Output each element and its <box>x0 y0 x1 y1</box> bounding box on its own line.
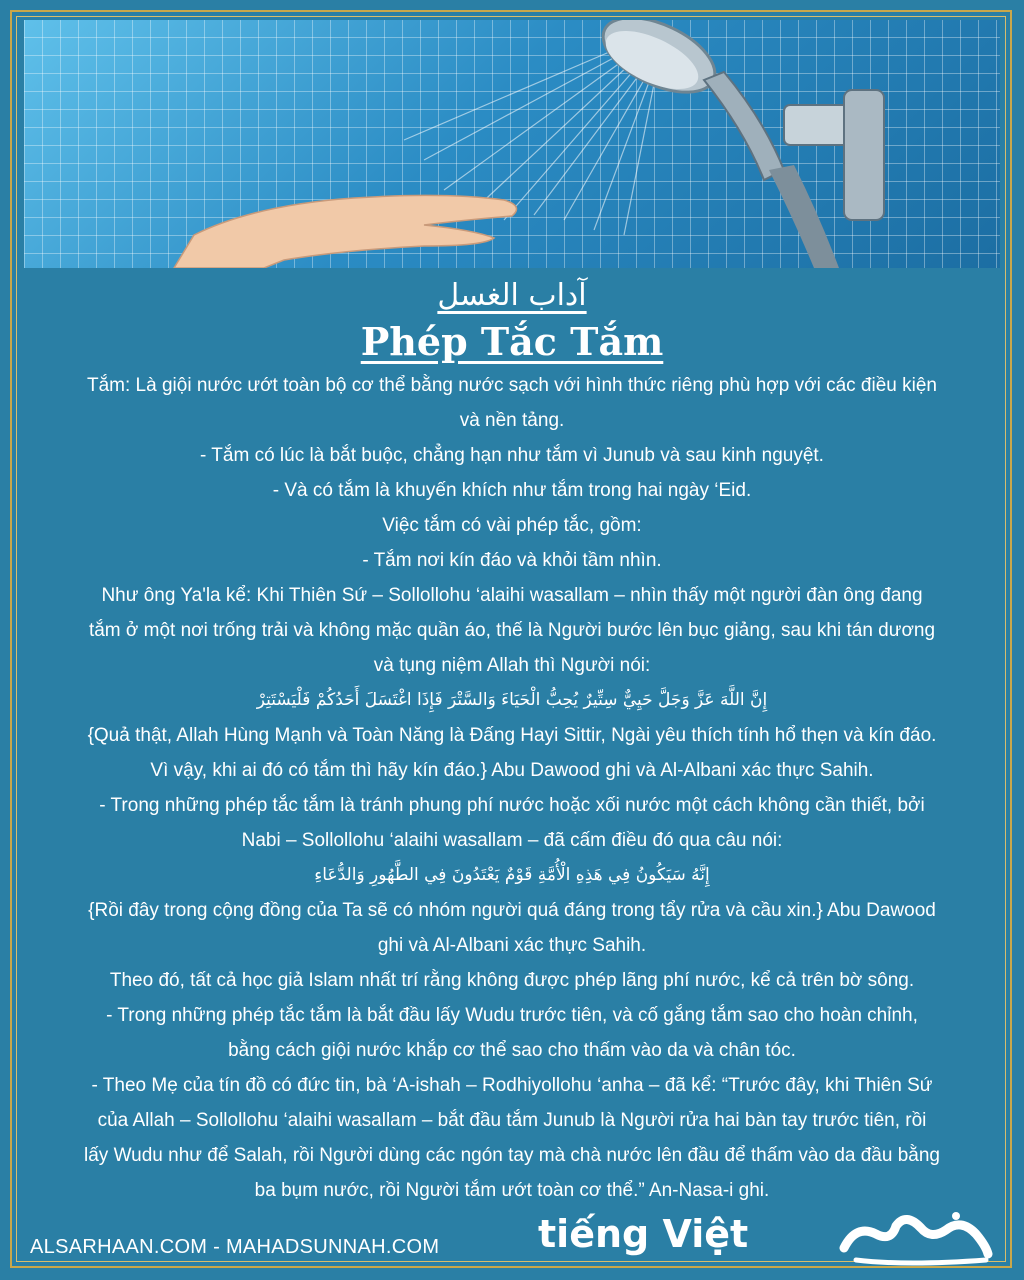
text-line: lấy Wudu như để Salah, rồi Người dùng các ngón tay mà chà nước lên đầu để thấm vào da đầu bằng <box>84 1145 940 1166</box>
arabic-hadith-line: إِنَّ اللَّهَ عَزَّ وَجَلَّ حَيِيٌّ سِتِّيرٌ يُحِبُّ الْحَيَاءَ وَالسَّتْرَ فَإِذَا اغْتَسَلَ أَحَدُكُمْ فَلْيَسْتَتِرْ <box>256 690 768 710</box>
text-line: - Theo Mẹ của tín đồ có đức tin, bà ‘A-ishah – Rodhiyollohu ‘anha – đã kể: “Trước đây, khi Thiên Sứ <box>91 1075 933 1096</box>
shower-photo <box>24 20 1000 268</box>
body-text <box>40 368 984 1208</box>
sarhaan-logo <box>836 1204 996 1268</box>
text-line: Như ông Ya'la kể: Khi Thiên Sứ – Sollollohu ‘alaihi wasallam – nhìn thấy một người đàn ông đang <box>101 585 923 606</box>
text-line: - Trong những phép tắc tắm là tránh phung phí nước hoặc xối nước một cách không cần thiết, bởi <box>99 795 925 816</box>
text-line: - Và có tắm là khuyến khích như tắm trong hai ngày ‘Eid. <box>272 480 752 501</box>
text-line: - Trong những phép tắc tắm là bắt đầu lấy Wudu trước tiên, và cố gắng tắm sao cho hoàn chỉnh, <box>106 1005 918 1026</box>
text-line: Vì vậy, khi ai đó có tắm thì hãy kín đáo.} Abu Dawood ghi và Al-Albani xác thực Sahih. <box>150 760 874 781</box>
text-line: Việc tắm có vài phép tắc, gồm: <box>382 515 642 536</box>
website-footer: ALSARHAAN.COM - MAHADSUNNAH.COM <box>30 1236 440 1258</box>
text-line: Theo đó, tất cả học giả Islam nhất trí rằng không được phép lãng phí nước, kể cả trên bờ sông. <box>109 970 915 991</box>
shower-head-and-hand-photo <box>24 20 1000 268</box>
shower-head-icon <box>592 20 884 268</box>
arabic-hadith-line: إِنَّهُ سَيَكُونُ فِي هَذِهِ الْأُمَّةِ قَوْمٌ يَعْتَدُونَ فِي الطَّهُورِ وَالدُّعَاءِ <box>314 865 710 885</box>
text-line: ghi và Al-Albani xác thực Sahih. <box>377 935 647 956</box>
page-title: Phép Tắc Tắm <box>360 319 664 364</box>
text-line: của Allah – Sollollohu ‘alaihi wasallam – bắt đầu tắm Junub là Người rửa hai bàn tay trước tiên, rồi <box>97 1110 927 1131</box>
text-line: - Tắm có lúc là bắt buộc, chẳng hạn như tắm vì Junub và sau kinh nguyệt. <box>200 445 824 466</box>
text-line: ba bụm nước, rồi Người tắm ướt toàn cơ thể.” An-Nasa-i ghi. <box>254 1180 770 1201</box>
text-line: tắm ở một nơi trống trải và không mặc quần áo, thế là Người bước lên bục giảng, sau khi tán dương <box>88 620 936 641</box>
hand-icon <box>174 195 517 268</box>
text-line: {Rồi đây trong cộng đồng của Ta sẽ có nhóm người quá đáng trong tẩy rửa và cầu xin.} Abu Dawood <box>88 900 936 921</box>
text-line: và nền tảng. <box>459 410 565 431</box>
arabic-title: آداب الغسل <box>437 278 587 313</box>
text-line: Tắm: Là giội nước ướt toàn bộ cơ thể bằng nước sạch với hình thức riêng phù hợp với các điều kiện <box>87 375 937 396</box>
main-content <box>40 274 984 1208</box>
text-line: Nabi – Sollollohu ‘alaihi wasallam – đã cấm điều đó qua câu nói: <box>241 830 783 851</box>
text-line: {Quả thật, Allah Hùng Mạnh và Toàn Năng là Đấng Hayi Sittir, Ngài yêu thích tính hổ thẹn và kín đáo. <box>87 725 937 746</box>
language-label: tiếng Việt <box>538 1212 749 1256</box>
text-line: và tụng niệm Allah thì Người nói: <box>373 655 651 676</box>
text-line: bằng cách giội nước khắp cơ thể sao cho thấm vào da và chân tóc. <box>228 1040 796 1061</box>
text-line: - Tắm nơi kín đáo và khỏi tầm nhìn. <box>362 550 662 571</box>
